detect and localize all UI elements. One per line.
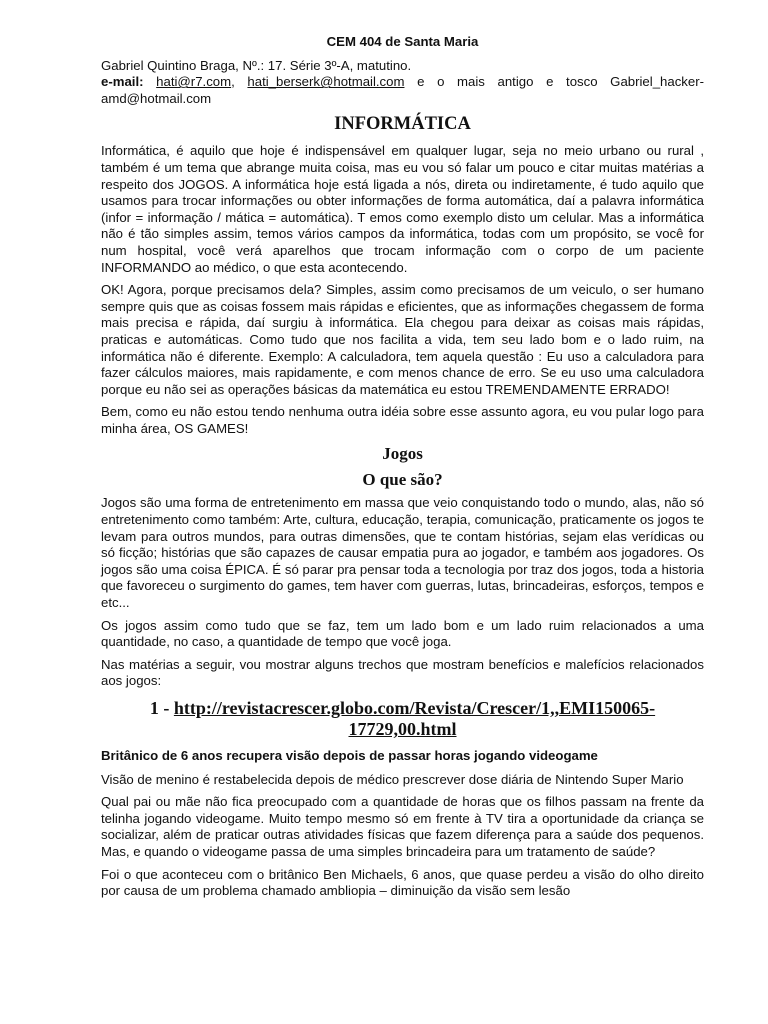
email-link-2[interactable]: hati_berserk@hotmail.com <box>247 74 405 90</box>
school-name: CEM 404 de Santa Maria <box>326 34 479 49</box>
informatica-paragraph-1: Informática, é aquilo que hoje é indispensável em qualquer lugar, seja no meio urbano ou rural , também é um tema que abrange muita coisa, mas eu vou só falar um pouco e citar muitas matérias a respeito dos JOGOS. A informática hoje está ligada a nós, direta ou indiretamente, é tudo aquilo que usamos para trocar informações ou obter informações de forma automática, daí a palavra informática (infor = informação / mática = automática). T emos como exemplo disto um celular. Mas a informática não é tão simples assim, temos vários campos da informática, todas com um propósito, se você for num hospital, você verá aparelhos que trocam informação com o corpo de um paciente INFORMANDO ao médico, o que esta acontecendo. <box>101 143 704 275</box>
article-1-url-link[interactable]: http://revistacrescer.globo.com/Revista/Crescer/1,,EMI150065-17729,00.html <box>173 698 656 739</box>
article-1-paragraph-3: Foi o que aconteceu com o britânico Ben Michaels, 6 anos, que quase perdeu a visão do olho direito por causa de um problema chamado ambliopia – diminuição da visão sem lesão <box>101 866 704 899</box>
jogos-paragraph-2: Os jogos assim como tudo que se faz, tem um lado bom e um lado ruim relacionados a uma quantidade, no caso, a quantidade de tempo que você joga. <box>101 617 704 650</box>
email-separator: , <box>231 74 235 90</box>
article-1-number: 1 - <box>149 698 174 718</box>
article-1-paragraph-2: Qual pai ou mãe não fica preocupado com a quantidade de horas que os filhos passam na frente da telinha jogando videogame. Muito tempo mesmo só em frente à TV tira a oportunidade da criança se socializar, além de praticar outras atividades físicas que fazem diferença para a saúde dos pequenos. Mas, e quando o videogame passa de uma simples brincadeira para um tratamento de saúde? <box>101 794 704 859</box>
email-link-1[interactable]: hati@r7.com <box>156 74 232 90</box>
article-1-paragraph-1: Visão de menino é restabelecida depois de médico prescrever dose diária de Nintendo Super Mario <box>101 771 684 787</box>
section-subtitle-jogos: O que são? <box>362 470 443 490</box>
student-line: Gabriel Quintino Braga, Nº.: 17. Série 3º-A, matutino. <box>101 57 412 73</box>
email-line <box>101 74 704 107</box>
jogos-paragraph-3: Nas matérias a seguir, vou mostrar alguns trechos que mostram benefícios e malefícios relacionados aos jogos: <box>101 656 704 689</box>
section-title-jogos: Jogos <box>382 444 423 464</box>
informatica-paragraph-2: OK! Agora, porque precisamos dela? Simples, assim como precisamos de um veiculo, o ser humano sempre quis que as coisas fossem mais rápidas e eficientes, que as informações chegassem de forma mais precisa e rápida, daí surgiu à informática. Ela chegou para deixar as coisas mais rápidas, praticas e automáticas. Como tudo que nos facilita a vida, tem seu lado bom e o lado ruim, na informática não é diferente. Exemplo: A calculadora, tem aquela questão : Eu uso a calculadora para fazer cálculos maiores, mais rapidamente, e com menos chance de erro. Se eu uso uma calculadora porque eu não sei as operações básicas da matemática eu estou TREMENDAMENTE ERRADO! <box>101 282 704 397</box>
article-1-heading <box>101 698 704 740</box>
email-label: e-mail: <box>101 74 144 90</box>
informatica-paragraph-3: Bem, como eu não estou tendo nenhuma outra idéia sobre esse assunto agora, eu vou pular logo para minha área, OS GAMES! <box>101 404 704 436</box>
section-title-informatica: INFORMÁTICA <box>334 114 471 135</box>
email-rest: e o mais antigo e tosco Gabriel_hacker-amd@hotmail.com <box>101 74 705 106</box>
article-1-headline: Britânico de 6 anos recupera visão depois de passar horas jogando videogame <box>101 748 598 763</box>
jogos-paragraph-1: Jogos são uma forma de entretenimento em massa que veio conquistando todo o mundo, alas, não só entretenimento como também: Arte, cultura, educação, terapia, comunicação, praticamente os jogos te levam para outros mundos, para outras dimensões, que te contam histórias, sejam elas verídicas ou só ficção; histórias que são capazes de causar empatia pura ao jogador, e também aos jogadores. Os jogos são uma coisa ÉPICA. É só parar pra pensar toda a tecnologia por traz dos jogos, toda a historia que favoreceu o surgimento do games, tem haver com guerras, lutas, brincadeiras, esforços, tempos e etc... <box>101 495 704 611</box>
